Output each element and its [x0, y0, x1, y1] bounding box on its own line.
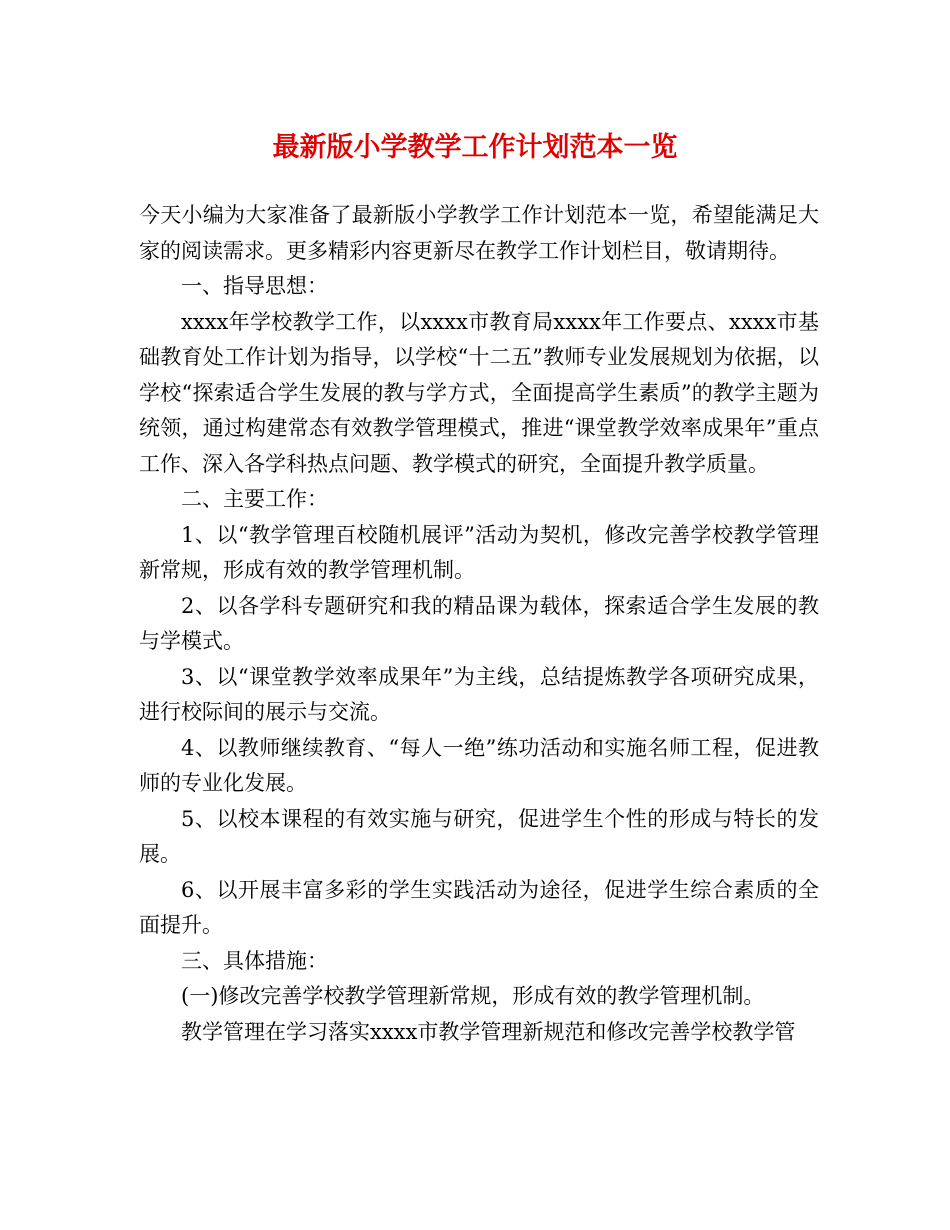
section-heading-main-work: 二、主要工作： [181, 487, 328, 511]
paragraph-guiding-ideology: xxxx年学校教学工作，以xxxx市教育局xxxx年工作要点、xxxx市基础教育处工作计划为指导，以学校“十二五”教师专业发展规划为依据，以学校“探索适合学生发展的教与学方式，全面提高学生素质”的教学主题为统领，通过构建常态有效教学管理模式，推进“课堂教学效率成果年”重点工作、深入各学科热点问题、教学模式的研究，全面提升教学质量。 [139, 309, 819, 476]
list-item-main-work-5: 5、以校本课程的有效实施与研究，促进学生个性的形成与特长的发展。 [139, 806, 819, 866]
list-item-main-work-4: 4、以教师继续教育、“每人一绝”练功活动和实施名师工程，促进教师的专业化发展。 [139, 735, 819, 795]
section-heading-guiding-ideology: 一、指导思想： [181, 274, 328, 298]
list-item-main-work-2: 2、以各学科专题研究和我的精品课为载体，探索适合学生发展的教与学模式。 [139, 593, 819, 653]
section-heading-measures: 三、具体措施： [181, 948, 328, 973]
document-title: 最新版小学教学工作计划范本一览 [272, 132, 678, 163]
list-item-main-work-1: 1、以“教学管理百校随机展评”活动为契机，修改完善学校教学管理新常规，形成有效的教学管理机制。 [139, 522, 819, 582]
document-body [139, 198, 819, 1050]
paragraph-intro: 今天小编为大家准备了最新版小学教学工作计划范本一览，希望能满足大家的阅读需求。更多精彩内容更新尽在教学工作计划栏目，敬请期待。 [139, 203, 819, 263]
list-item-main-work-3: 3、以“课堂教学效率成果年”为主线，总结提炼教学各项研究成果，进行校际间的展示与交流。 [139, 664, 819, 724]
subsection-heading-measures-1: (一)修改完善学校教学管理新常规，形成有效的教学管理机制。 [181, 984, 765, 1008]
list-item-main-work-6: 6、以开展丰富多彩的学生实践活动为途径，促进学生综合素质的全面提升。 [139, 877, 819, 937]
paragraph-measures-1: 教学管理在学习落实xxxx市教学管理新规范和修改完善学校教学管 [181, 1019, 796, 1044]
